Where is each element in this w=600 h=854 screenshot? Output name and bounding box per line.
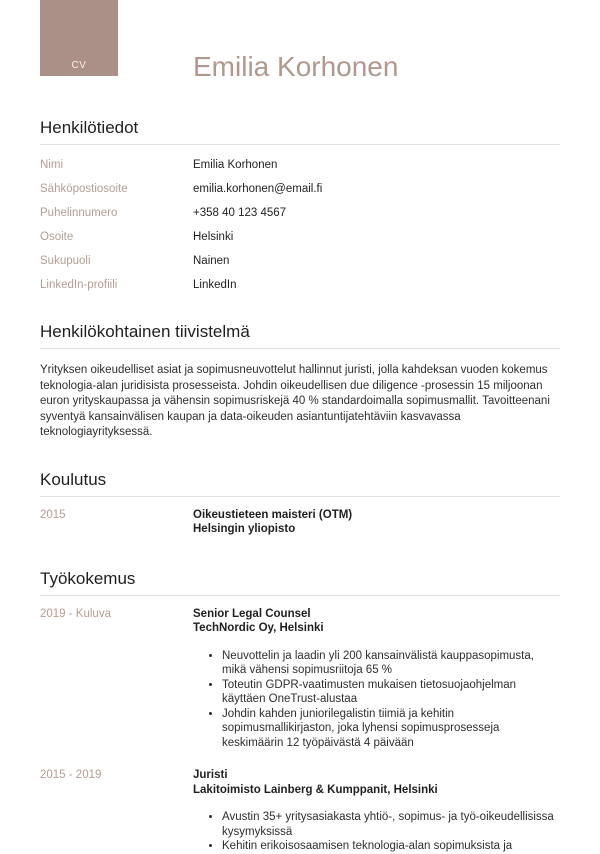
experience-bullet-list: [193, 810, 560, 854]
experience-entries: [40, 607, 560, 854]
education-entry: [40, 508, 560, 537]
contact-rows: [40, 158, 560, 292]
experience-role: Senior Legal Counsel: [193, 607, 311, 620]
summary-paragraph: Yrityksen oikeudelliset asiat ja sopimusneuvottelut hallinnut juristi, jolla kahdeksan vuoden kokemus teknologia-alan juridisista prosesseista. Johdin oikeudellisen due diligence -prosessin 15 miljoonan euron yrityskaupassa ja vähensin sopimusriskejä 40 % standardoimalla sopimusmallit. Tavoitteenani syventyä kansainvälisen kaupan ja data-oikeuden asiantuntijatehtäviin kasvavassa teknologiayrityksessä.: [40, 364, 550, 439]
education-school: Helsingin yliopisto: [193, 523, 296, 536]
experience-company: TechNordic Oy, Helsinki: [193, 622, 324, 635]
experience-role: Juristi: [193, 769, 228, 782]
experience-period: 2019 - Kuluva: [40, 607, 111, 620]
experience-entry-body: [193, 607, 560, 751]
section-summary: [40, 322, 560, 441]
contact-label: Sähköpostiosoite: [40, 183, 128, 195]
experience-entry: [40, 607, 560, 751]
section-heading-summary: Henkilökohtainen tiivistelmä: [40, 322, 560, 349]
contact-value-address: Helsinki: [193, 231, 234, 243]
section-heading-education: Koulutus: [40, 470, 560, 497]
contact-value-gender: Nainen: [193, 255, 230, 267]
contact-row: [40, 206, 560, 220]
contact-value-phone: +358 40 123 4567: [193, 207, 287, 219]
cv-badge-label: CV: [71, 60, 87, 71]
experience-entry-body: [193, 768, 560, 854]
education-entry-body: [193, 508, 560, 537]
experience-bullet: • Neuvottelin ja laadin yli 200 kansainvälistä kauppasopimusta, mikä vähensi sopimusriitoja 65 %: [222, 649, 560, 678]
experience-period: 2015 - 2019: [40, 769, 102, 782]
page-title: Emilia Korhonen: [193, 51, 399, 82]
cv-header: [40, 0, 560, 82]
experience-bullet: • Johdin kahden juniorilegalistin tiimiä ja kehitin sopimusmallikirjaston, joka lyhensi sopimusprosesseja keskimäärin 12 työpäivästä 4 päivään: [222, 707, 560, 751]
contact-label: LinkedIn-profiili: [40, 279, 118, 291]
cv-badge: [40, 0, 118, 76]
experience-bullet: • Toteutin GDPR-vaatimusten mukaisen tietosuojaohjelman käyttäen OneTrust-alustaa: [222, 678, 560, 707]
contact-value: Emilia Korhonen: [193, 159, 278, 171]
contact-row: [40, 158, 560, 172]
contact-label: Puhelinnumero: [40, 207, 118, 219]
experience-bullet: • Kehitin erikoisosaamisen teknologia-alan sopimuksista ja: [222, 839, 560, 854]
contact-label: Nimi: [40, 159, 63, 171]
experience-bullet-list: [193, 649, 560, 751]
section-personal-info: [40, 118, 560, 292]
section-heading-personal: Henkilötiedot: [40, 118, 560, 145]
education-degree: Oikeustieteen maisteri (OTM): [193, 508, 353, 521]
experience-company: Lakitoimisto Lainberg & Kumppanit, Helsinki: [193, 783, 438, 796]
section-education: [40, 470, 560, 537]
contact-row: [40, 254, 560, 268]
experience-entry: [40, 768, 560, 854]
linkedin-link[interactable]: LinkedIn: [193, 279, 237, 291]
contact-row: [40, 182, 560, 196]
contact-label: Sukupuoli: [40, 255, 91, 267]
section-heading-experience: Työkokemus: [40, 569, 560, 596]
section-experience: [40, 569, 560, 854]
contact-value-email: emilia.korhonen@email.fi: [193, 183, 323, 195]
contact-row: [40, 278, 560, 292]
contact-row: [40, 230, 560, 244]
experience-bullet: • Avustin 35+ yritysasiakasta yhtiö-, sopimus- ja työ-oikeudellisissa kysymyksissä: [222, 810, 560, 839]
contact-label: Osoite: [40, 231, 74, 243]
education-period: 2015: [40, 508, 66, 521]
education-entries: [40, 508, 560, 537]
